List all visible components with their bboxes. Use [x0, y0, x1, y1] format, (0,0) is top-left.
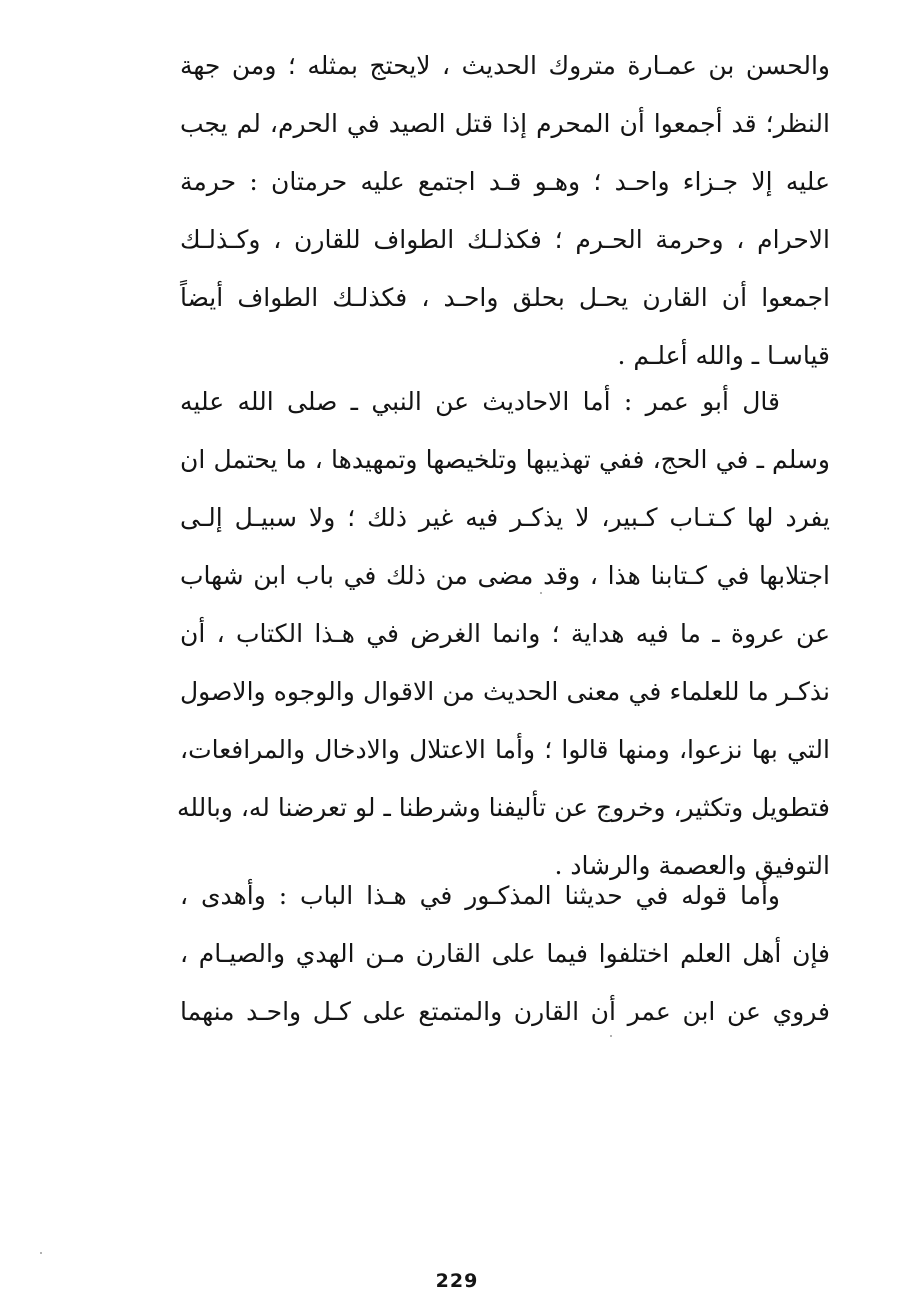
- scan-speck: [610, 1035, 612, 1037]
- text-line: الاحرام ، وحرمة الحـرم ؛ فكذلـك الطواف للقارن ، وكـذلـك: [180, 225, 830, 254]
- text-line: اجمعوا أن القارن يحـل بحلق واحـد ، فكذلـك الطواف أيضاً: [180, 283, 830, 312]
- page-number: 229: [435, 1270, 479, 1292]
- text-line: عن عروة ـ ما فيه هداية ؛ وانما الغرض في هـذا الكتاب ، أن: [180, 619, 830, 648]
- scan-speck: [40, 1252, 42, 1254]
- text-line: فروي عن ابن عمر أن القارن والمتمتع على كـل واحـد منهما: [180, 997, 830, 1026]
- paragraph-2: [176, 373, 830, 895]
- text-line: التي بها نزعوا، ومنها قالوا ؛ وأما الاعتلال والادخال والمرافعات،: [180, 735, 830, 764]
- text-line: التوفيق والعصمة والرشاد .: [554, 851, 830, 880]
- text-line: قال أبو عمر : أما الاحاديث عن النبي ـ صلى الله عليه: [180, 387, 780, 416]
- text-line: وسلم ـ في الحج، ففي تهذيبها وتلخيصها وتمهيدها ، ما يحتمل ان: [180, 445, 830, 474]
- text-line: فإن أهل العلم اختلفوا فيما على القارن مـن الهدي والصيـام ،: [180, 939, 830, 968]
- text-line: النظر؛ قد أجمعوا أن المحرم إذا قتل الصيد في الحرم، لم يجب: [180, 109, 830, 138]
- text-line: اجتلابها في كـتابنا هذا ، وقد مضى من ذلك في باب ابن شهاب: [180, 561, 830, 590]
- text-line: وأما قوله في حديثنا المذكـور في هـذا الباب : وأهدى ،: [180, 881, 780, 910]
- text-line: والحسن بن عمـارة متروك الحديث ، لايحتج بمثله ؛ ومن جهة: [180, 51, 830, 80]
- paragraph-3: [180, 867, 830, 1041]
- text-line: نذكـر ما للعلماء في معنى الحديث من الاقوال والوجوه والاصول: [180, 677, 830, 706]
- paragraph-1: [180, 37, 830, 385]
- text-line: عليه إلا جـزاء واحـد ؛ وهـو قـد اجتمع عليه حرمتان : حرمة: [180, 167, 830, 196]
- text-line: يفرد لها كـتـاب كـبير، لا يذكـر فيه غير ذلك ؛ ولا سبيـل إلـى: [180, 503, 830, 532]
- text-line: قياسـا ـ والله أعلـم .: [617, 341, 830, 370]
- scan-speck: [540, 592, 542, 594]
- text-line: فتطويل وتكثير، وخروج عن تأليفنا وشرطنا ـ لو تعرضنا له، وبالله: [176, 793, 830, 822]
